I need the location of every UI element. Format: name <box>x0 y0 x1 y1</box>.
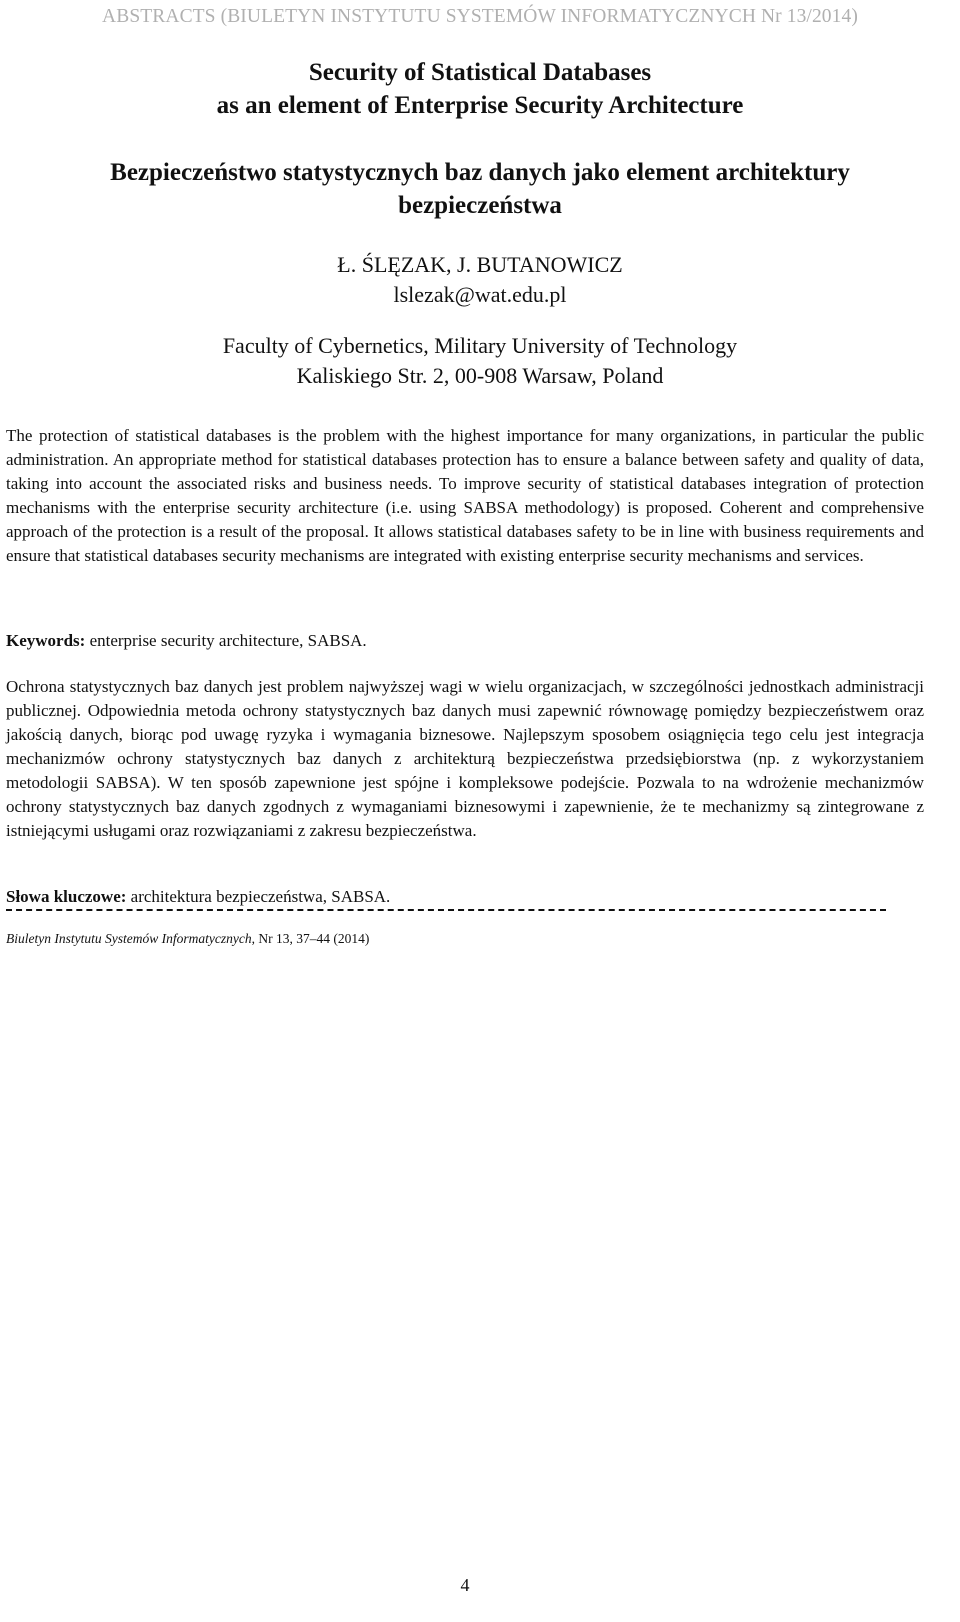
running-head: ABSTRACTS (BIULETYN INSTYTUTU SYSTEMÓW INFORMATYCZNYCH Nr 13/2014) <box>102 6 858 27</box>
keywords-value: enterprise security architecture, SABSA. <box>85 631 367 650</box>
authors: Ł. ŚLĘZAK, J. BUTANOWICZ <box>337 252 623 277</box>
abstract-english: The protection of statistical databases is the problem with the highest importance for many organizations, in particular the public administration. An appropriate method for statistical databases protection has to ensure a balance between safety and quality of data, taking into account the associated risks and business needs. To improve security of statistical databases integration of protection mechanisms with the enterprise security architecture (i.e. using SABSA methodology) is proposed. Coherent and comprehensive approach of the protection is a result of the proposal. It allows statistical databases safety to be in line with business requirements and ensure that statistical databases security mechanisms are integrated with existing enterprise security mechanisms and services. <box>6 426 924 565</box>
paper-title-english <box>0 56 960 122</box>
keywords-label: Keywords: <box>6 631 86 650</box>
dashed-separator <box>6 909 886 911</box>
title-pl-line-2: bezpieczeństwa <box>398 192 562 219</box>
citation-details: , Nr 13, 37–44 (2014) <box>251 931 370 946</box>
citation <box>6 930 369 948</box>
authors-block <box>0 250 960 310</box>
keywords-pl-label: Słowa kluczowe: <box>6 887 127 906</box>
title-pl-line-1: Bezpieczeństwo statystycznych baz danych jako element architektury <box>110 159 850 186</box>
keywords-pl-value: architektura bezpieczeństwa, SABSA. <box>126 887 391 906</box>
abstract-polish: Ochrona statystycznych baz danych jest problem najwyższej wagi w wielu organizacjach, w szczególności jednostkach administracji publicznej. Odpowiednia metoda ochrony statystycznych baz danych musi zapewnić równowagę pomiędzy bezpieczeństwem oraz jakością danych, biorąc pod uwagę ryzyka i wymagania biznesowe. Najlepszym sposobem osiągnięcia tego celu jest integracja mechanizmów ochrony statystycznych baz danych z architekturą bezpieczeństwa przedsiębiorstwa (np. z wykorzystaniem metodologii SABSA). W ten sposób zapewnione jest spójne i kompleksowe podejście. Pozwala to na wdrożenie mechanizmów ochrony statystycznych baz danych zgodnych z wymaganiami biznesowymi i zapewnienie, że te mechanizmy są zintegrowane z istniejącymi usługami oraz rozwiązaniami z zakresu bezpieczeństwa. <box>6 677 924 840</box>
keywords-english <box>6 629 924 653</box>
author-email: lslezak@wat.edu.pl <box>393 282 567 307</box>
affiliation-line-2: Kaliskiego Str. 2, 00-908 Warsaw, Poland <box>296 363 664 388</box>
keywords-polish <box>6 885 924 909</box>
citation-journal: Biuletyn Instytutu Systemów Informatycznych <box>6 931 252 946</box>
title-en-line-1: Security of Statistical Databases <box>308 59 652 86</box>
title-en-line-2: as an element of Enterprise Security Architecture <box>216 92 744 119</box>
affiliation-line-1: Faculty of Cybernetics, Military University of Technology <box>222 333 738 358</box>
paper-title-polish <box>30 156 930 222</box>
affiliation <box>0 331 960 391</box>
page-number: 4 <box>460 1575 470 1595</box>
